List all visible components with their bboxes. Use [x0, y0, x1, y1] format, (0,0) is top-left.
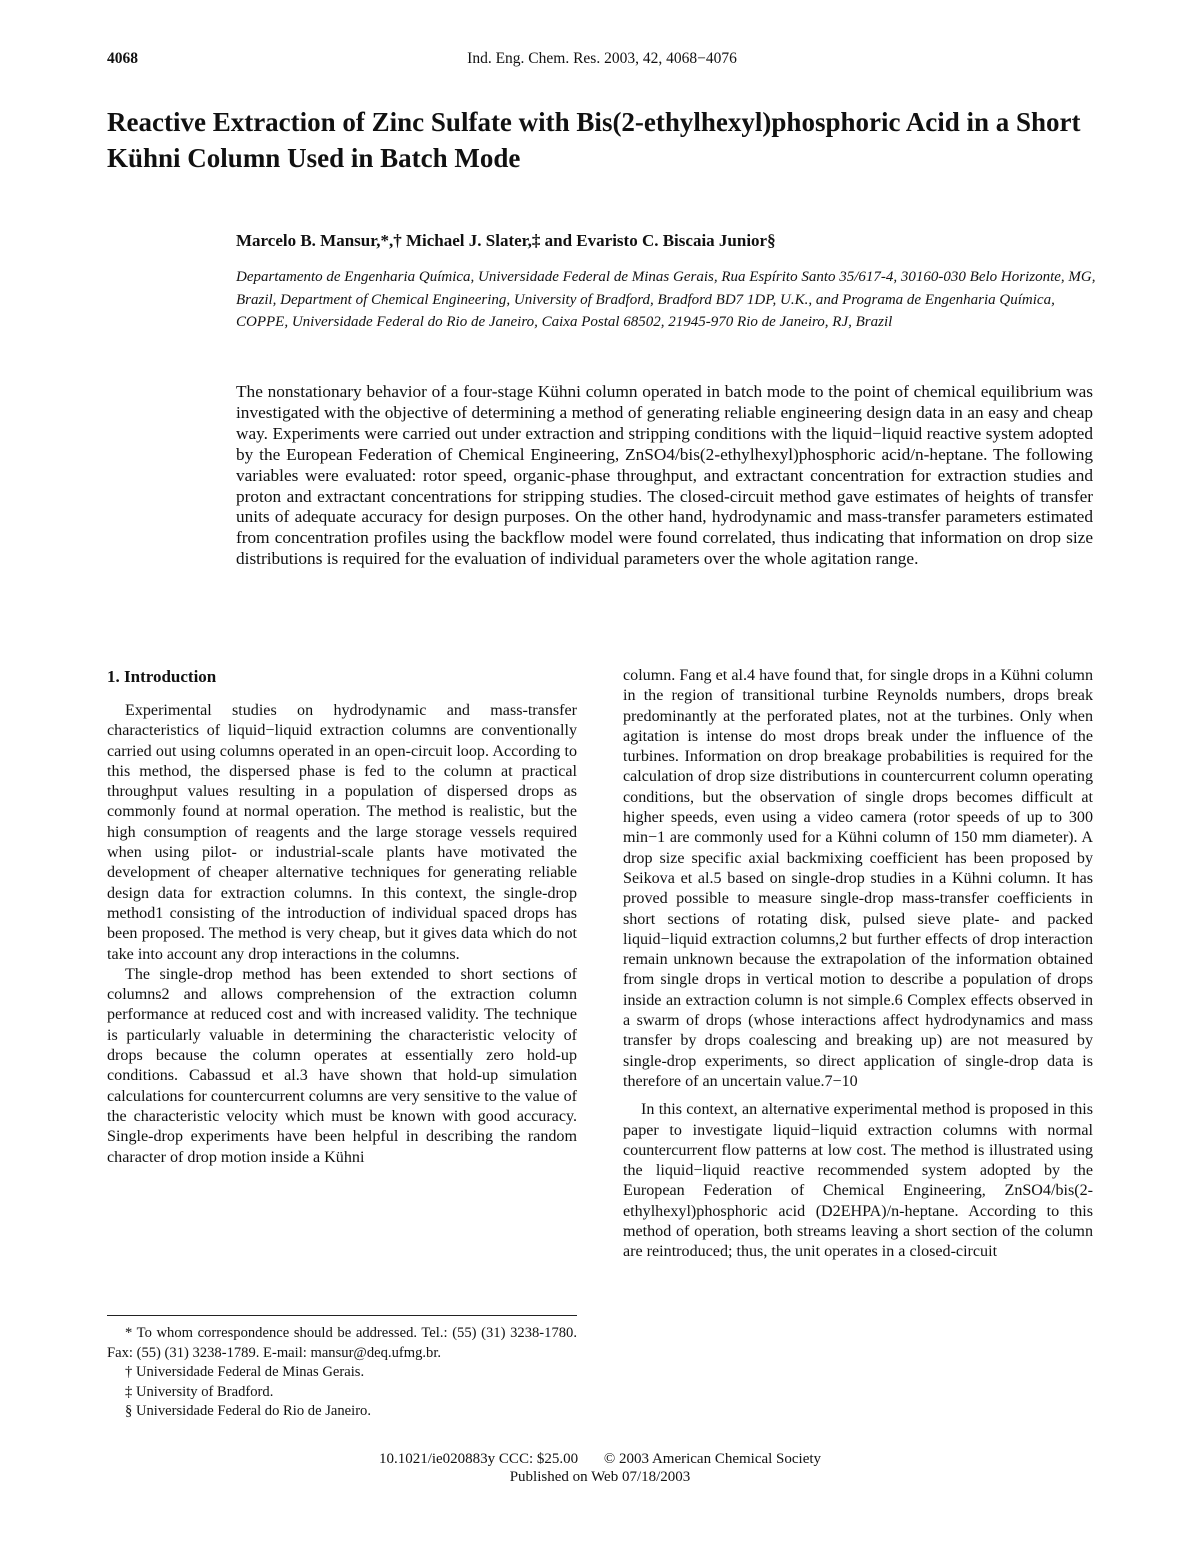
body-paragraph: The single-drop method has been extended to short sections of columns2 and allows comprehension of the extraction column performance at reduced cost and with increased validity. The technique is particularly valuable in determining the characteristic velocity of drops because the column operates at essentially zero hold-up conditions. Cabassud et al.3 have shown that hold-up simulation calculations for countercurrent columns are very sensitive to the value of the characteristic velocity which must be known with good accuracy. Single-drop experiments have been helpful in describing the random character of drop motion inside a Kühni: [107, 965, 577, 1166]
page-number: 4068: [107, 50, 138, 67]
journal-citation: Ind. Eng. Chem. Res. 2003, 42, 4068−4076: [467, 50, 737, 67]
footnote: ‡ University of Bradford.: [125, 1383, 274, 1400]
page-footer: [0, 1450, 1200, 1486]
publication-date: Published on Web 07/18/2003: [509, 1469, 691, 1485]
author-list: Marcelo B. Mansur,*,† Michael J. Slater,‡ and Evaristo C. Biscaia Junior§: [236, 231, 776, 250]
footnote-divider: [107, 1315, 577, 1316]
doi-line: 10.1021/ie020883y CCC: $25.00: [378, 1451, 579, 1467]
paper-title: Reactive Extraction of Zinc Sulfate with Bis(2-ethylhexyl)phosphoric Acid in a Short Kühni Column Used in Batch Mode: [107, 107, 1081, 173]
footnote: * To whom correspondence should be addressed. Tel.: (55) (31) 3238-1780. Fax: (55) (31) 3238-1789. E-mail: mansur@deq.ufmg.br.: [107, 1325, 577, 1361]
section-heading: 1. Introduction: [107, 667, 217, 686]
footnote: † Universidade Federal de Minas Gerais.: [125, 1364, 365, 1380]
footnotes: [107, 1324, 577, 1422]
body-paragraph: column. Fang et al.4 have found that, for single drops in a Kühni column in the region of transitional turbine Reynolds numbers, drops break predominantly at the perforated plates, not at the turbines. Only when agitation is intense do most drops break under the influence of the turbines. Information on drop breakage probabilities is required for the calculation of drop size distributions in countercurrent column operating conditions, but the observation of single drops becomes difficult at higher speeds, even using a video camera (rotor speeds of up to 300 min−1 are commonly used for a Kühni column of 150 mm diameter). A drop size specific axial backmixing coefficient has been proposed by Seikova et al.5 based on single-drop studies in a Kühni column. It has proved possible to measure single-drop mass-transfer coefficients in short sections of rotating disk, pulsed sieve plate- and packed liquid−liquid extraction columns,2 but further effects of drop interaction remain unknown because the extrapolation of the information obtained from single drops in vertical motion to describe a population of drops inside an extraction column is not simple.6 Complex effects observed in a swarm of drops (whose interactions affect hydrodynamics and mass transfer by drops coalescing and breaking up) are not measured by single-drop experiments, so direct application of single-drop data is therefore of an uncertain value.7−10: [623, 667, 1093, 1090]
right-column: [623, 666, 1093, 1263]
footnote: § Universidade Federal do Rio de Janeiro.: [125, 1403, 371, 1419]
body-paragraph: In this context, an alternative experimental method is proposed in this paper to investigate liquid−liquid extraction columns with normal countercurrent flow patterns at low cost. The method is illustrated using the liquid−liquid reactive recommended system adopted by the European Federation of Chemical Engineering, ZnSO4/bis(2-ethylhexyl)phosphoric acid (D2EHPA)/n-heptane. According to this method of operation, both streams leaving a short section of the column are reintroduced; thus, the unit operates in a closed-circuit: [623, 1101, 1093, 1261]
affiliation: Departamento de Engenharia Química, Universidade Federal de Minas Gerais, Rua Espírito Santo 35/617-4, 30160-030 Belo Horizonte, MG, Brazil, Department of Chemical Engineering, University of Bradford, Bradford BD7 1DP, U.K., and Programa de Engenharia Química, COPPE, Universidade Federal do Rio de Janeiro, Caixa Postal 68502, 21945-970 Rio de Janeiro, RJ, Brazil: [236, 269, 1096, 330]
copyright-line: © 2003 American Chemical Society: [603, 1451, 822, 1467]
body-paragraph: Experimental studies on hydrodynamic and mass-transfer characteristics of liquid−liquid extraction columns are conventionally carried out using columns operated in an open-circuit loop. According to this method, the dispersed phase is fed to the column at practical throughput values resulting in a population of dispersed drops as commonly found at normal operation. The method is realistic, but the high consumption of reagents and the large storage vessels required when using pilot- or industrial-scale plants have motivated the development of cheaper alternative techniques for generating reliable design data for extraction columns. In this context, the single-drop method1 consisting of the introduction of individual spaced drops has been proposed. The method is very cheap, but it gives data which do not take into account any drop interactions in the columns.: [107, 702, 577, 963]
running-header: [107, 50, 1097, 74]
abstract: The nonstationary behavior of a four-stage Kühni column operated in batch mode to the point of chemical equilibrium was investigated with the objective of determining a method of generating reliable engineering design data in an easy and cheap way. Experiments were carried out under extraction and stripping conditions with the liquid−liquid reactive system adopted by the European Federation of Chemical Engineering, ZnSO4/bis(2-ethylhexyl)phosphoric acid/n-heptane. The following variables were evaluated: rotor speed, organic-phase throughput, and extractant concentration for extraction studies and proton and extractant concentrations for stripping studies. The closed-circuit method gave estimates of heights of transfer units of adequate accuracy for design purposes. On the other hand, hydrodynamic and mass-transfer parameters estimated from concentration profiles using the backflow model were found correlated, thus indicating that information on drop size distributions is required for the evaluation of individual parameters over the whole agitation range.: [236, 382, 1093, 569]
left-column: [107, 666, 577, 1168]
